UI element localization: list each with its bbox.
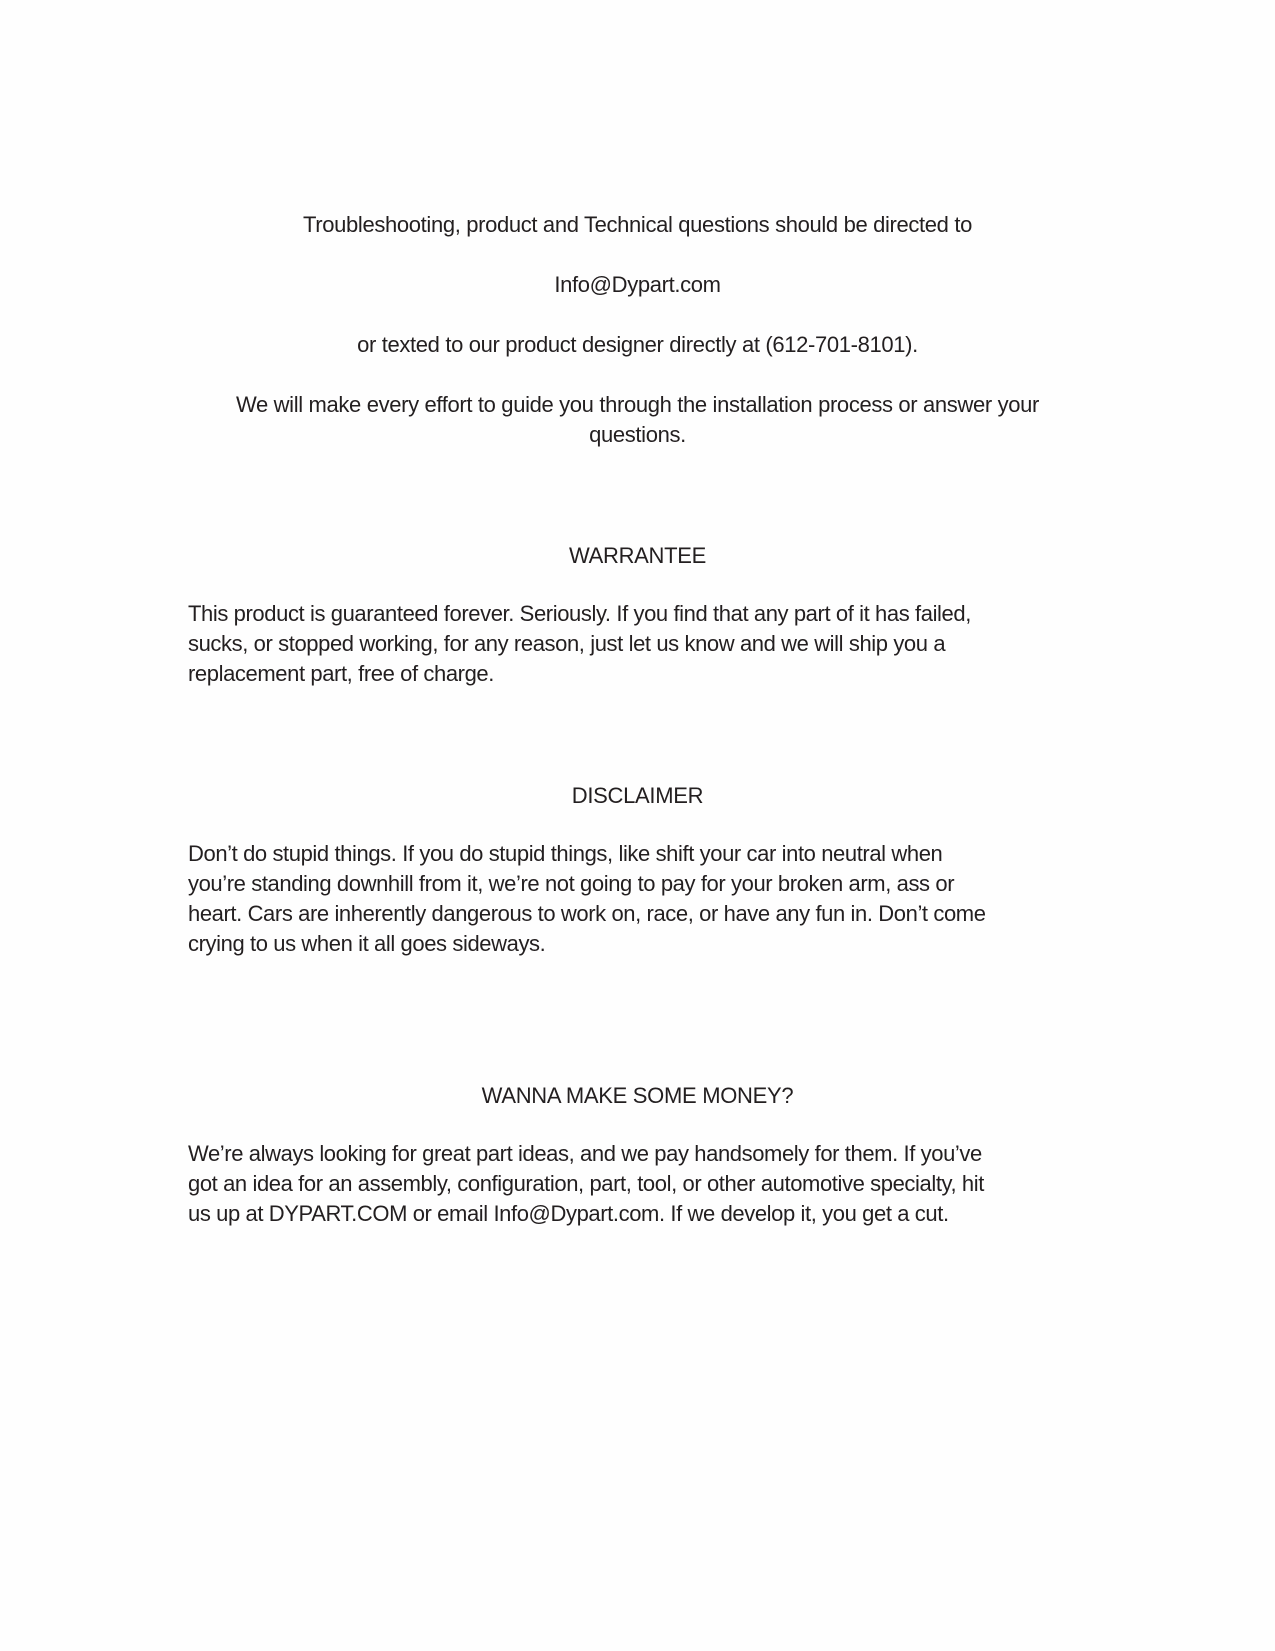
warrantee-line: sucks, or stopped working, for any reason, just let us know and we will ship you a <box>188 631 946 656</box>
warrantee-heading: WARRANTEE <box>568 543 707 568</box>
disclaimer-line: crying to us when it all goes sideways. <box>188 931 546 956</box>
warrantee-line: This product is guaranteed forever. Seriously. If you find that any part of it has failed, <box>188 601 971 626</box>
money-line: We’re always looking for great part ideas, and we pay handsomely for them. If you’ve <box>188 1141 982 1166</box>
contact-intro: Troubleshooting, product and Technical questions should be directed to <box>303 212 972 237</box>
disclaimer-line: you’re standing downhill from it, we’re not going to pay for your broken arm, ass or <box>188 871 955 896</box>
money-line: got an idea for an assembly, configuration, part, tool, or other automotive specialty, hit <box>188 1171 984 1196</box>
contact-email-link[interactable]: Info@Dypart.com <box>554 272 721 297</box>
disclaimer-line: Don’t do stupid things. If you do stupid things, like shift your car into neutral when <box>188 841 943 866</box>
disclaimer-line: heart. Cars are inherently dangerous to work on, race, or have any fun in. Don’t come <box>188 901 986 926</box>
contact-effort-line-2: questions. <box>589 422 686 447</box>
money-line: us up at DYPART.COM or email Info@Dypart.com. If we develop it, you get a cut. <box>188 1201 949 1226</box>
warrantee-line: replacement part, free of charge. <box>188 661 494 686</box>
contact-effort-line-1: We will make every effort to guide you through the installation process or answer your <box>235 392 1040 417</box>
money-paragraph <box>188 1139 1098 1229</box>
contact-text-line: or texted to our product designer directly at (612-701-8101). <box>357 332 918 357</box>
warrantee-paragraph <box>188 599 1098 689</box>
money-heading: WANNA MAKE SOME MONEY? <box>481 1083 794 1108</box>
disclaimer-paragraph <box>188 839 1098 959</box>
disclaimer-heading: DISCLAIMER <box>571 783 704 808</box>
